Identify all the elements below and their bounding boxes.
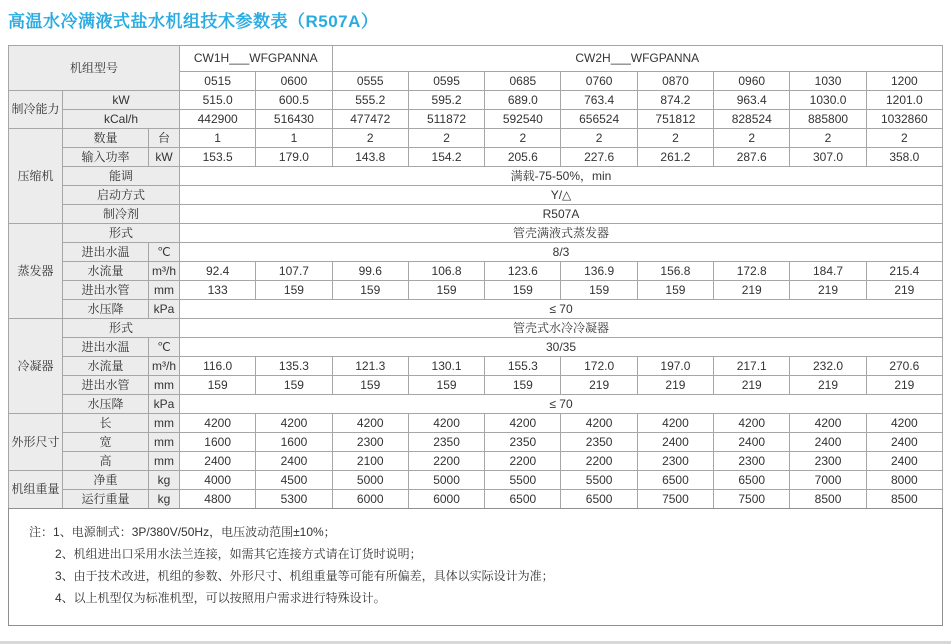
table-row bbox=[9, 243, 943, 262]
value-cell: 106.8 bbox=[408, 262, 484, 281]
value-cell: 2200 bbox=[485, 452, 561, 471]
unit-cell: 台 bbox=[149, 129, 180, 148]
value-cell: 307.0 bbox=[790, 148, 866, 167]
value-cell: 4200 bbox=[637, 414, 713, 433]
value-cell: 8500 bbox=[866, 490, 942, 509]
param-label-cell: kCal/h bbox=[63, 110, 180, 129]
merged-value-cell: ≤ 70 bbox=[180, 395, 943, 414]
table-row bbox=[9, 262, 943, 281]
merged-value-cell: ≤ 70 bbox=[180, 300, 943, 319]
value-cell: 2400 bbox=[866, 433, 942, 452]
merged-value-cell: Y/△ bbox=[180, 186, 943, 205]
value-cell: 511872 bbox=[408, 110, 484, 129]
merged-value-cell: 管壳式水冷冷凝器 bbox=[180, 319, 943, 338]
value-cell: 197.0 bbox=[637, 357, 713, 376]
value-cell: 6500 bbox=[485, 490, 561, 509]
param-label-cell: 运行重量 bbox=[63, 490, 149, 509]
value-cell: 179.0 bbox=[256, 148, 332, 167]
param-label-cell: 长 bbox=[63, 414, 149, 433]
value-cell: 217.1 bbox=[714, 357, 790, 376]
value-cell: 4500 bbox=[256, 471, 332, 490]
param-label-cell: 形式 bbox=[63, 319, 180, 338]
value-cell: 227.6 bbox=[561, 148, 637, 167]
value-cell: 219 bbox=[790, 376, 866, 395]
value-cell: 2400 bbox=[256, 452, 332, 471]
value-cell: 2 bbox=[332, 129, 408, 148]
value-cell: 159 bbox=[637, 281, 713, 300]
param-label-cell: 数量 bbox=[63, 129, 149, 148]
value-cell: 885800 bbox=[790, 110, 866, 129]
value-cell: 99.6 bbox=[332, 262, 408, 281]
unit-cell: mm bbox=[149, 433, 180, 452]
unit-cell: ℃ bbox=[149, 338, 180, 357]
value-cell: 159 bbox=[256, 376, 332, 395]
table-row bbox=[9, 91, 943, 110]
value-cell: 2300 bbox=[790, 452, 866, 471]
param-label-cell: 进出水管 bbox=[63, 376, 149, 395]
value-cell: 130.1 bbox=[408, 357, 484, 376]
value-cell: 219 bbox=[561, 376, 637, 395]
value-cell: 2200 bbox=[408, 452, 484, 471]
param-label-cell: 水流量 bbox=[63, 262, 149, 281]
note-item: 2、机组进出口采用水法兰连接，如需其它连接方式请在订货时说明； bbox=[55, 547, 422, 561]
value-cell: 159 bbox=[561, 281, 637, 300]
group-label-cell: 外形尺寸 bbox=[9, 414, 63, 471]
value-cell: 828524 bbox=[714, 110, 790, 129]
value-cell: 592540 bbox=[485, 110, 561, 129]
value-cell: 4200 bbox=[180, 414, 256, 433]
value-cell: 4200 bbox=[561, 414, 637, 433]
value-cell: 107.7 bbox=[256, 262, 332, 281]
value-cell: 4200 bbox=[408, 414, 484, 433]
notes bbox=[8, 508, 943, 626]
value-cell: 7500 bbox=[714, 490, 790, 509]
param-label-cell: kW bbox=[63, 91, 180, 110]
value-cell: 159 bbox=[332, 281, 408, 300]
spec-table-body bbox=[9, 91, 943, 509]
value-cell: 92.4 bbox=[180, 262, 256, 281]
value-cell: 6500 bbox=[714, 471, 790, 490]
param-label-cell: 水流量 bbox=[63, 357, 149, 376]
value-cell: 555.2 bbox=[332, 91, 408, 110]
value-cell: 4800 bbox=[180, 490, 256, 509]
value-cell: 2 bbox=[485, 129, 561, 148]
model-number-cell: 0600 bbox=[256, 72, 332, 91]
note-item: 3、由于技术改进，机组的参数、外形尺寸、机组重量等可能有所偏差，具体以实际设计为准； bbox=[55, 569, 554, 583]
value-cell: 2100 bbox=[332, 452, 408, 471]
value-cell: 155.3 bbox=[485, 357, 561, 376]
value-cell: 963.4 bbox=[714, 91, 790, 110]
value-cell: 6000 bbox=[408, 490, 484, 509]
value-cell: 136.9 bbox=[561, 262, 637, 281]
value-cell: 172.0 bbox=[561, 357, 637, 376]
value-cell: 172.8 bbox=[714, 262, 790, 281]
table-row bbox=[9, 319, 943, 338]
value-cell: 6000 bbox=[332, 490, 408, 509]
spec-table-head bbox=[9, 46, 943, 91]
value-cell: 1032860 bbox=[866, 110, 942, 129]
param-label-cell: 进出水温 bbox=[63, 338, 149, 357]
unit-cell: mm bbox=[149, 281, 180, 300]
value-cell: 2 bbox=[790, 129, 866, 148]
value-cell: 6500 bbox=[561, 490, 637, 509]
table-row bbox=[9, 471, 943, 490]
value-cell: 600.5 bbox=[256, 91, 332, 110]
value-cell: 515.0 bbox=[180, 91, 256, 110]
value-cell: 156.8 bbox=[637, 262, 713, 281]
value-cell: 5000 bbox=[408, 471, 484, 490]
unit-cell: mm bbox=[149, 376, 180, 395]
group-label-cell: 制冷能力 bbox=[9, 91, 63, 129]
value-cell: 689.0 bbox=[485, 91, 561, 110]
table-row bbox=[9, 300, 943, 319]
value-cell: 1600 bbox=[256, 433, 332, 452]
group-label-cell: 机组重量 bbox=[9, 471, 63, 509]
value-cell: 159 bbox=[180, 376, 256, 395]
value-cell: 219 bbox=[637, 376, 713, 395]
value-cell: 2400 bbox=[714, 433, 790, 452]
param-label-cell: 进出水温 bbox=[63, 243, 149, 262]
value-cell: 7000 bbox=[790, 471, 866, 490]
value-cell: 8000 bbox=[866, 471, 942, 490]
value-cell: 7500 bbox=[637, 490, 713, 509]
model-number-cell: 0960 bbox=[714, 72, 790, 91]
unit-cell: kW bbox=[149, 148, 180, 167]
table-row bbox=[9, 414, 943, 433]
value-cell: 5500 bbox=[561, 471, 637, 490]
series-header-cell: CW1H___WFGPANNA bbox=[180, 46, 333, 72]
param-label-cell: 高 bbox=[63, 452, 149, 471]
value-cell: 2 bbox=[561, 129, 637, 148]
unit-cell: m³/h bbox=[149, 357, 180, 376]
value-cell: 477472 bbox=[332, 110, 408, 129]
param-label-cell: 启动方式 bbox=[63, 186, 180, 205]
unit-cell: kg bbox=[149, 471, 180, 490]
model-number-cell: 1200 bbox=[866, 72, 942, 91]
value-cell: 2300 bbox=[637, 452, 713, 471]
table-row bbox=[9, 433, 943, 452]
value-cell: 4200 bbox=[485, 414, 561, 433]
value-cell: 1 bbox=[256, 129, 332, 148]
note-line bbox=[29, 543, 932, 565]
value-cell: 143.8 bbox=[332, 148, 408, 167]
param-label-cell: 水压降 bbox=[63, 300, 149, 319]
value-cell: 2300 bbox=[332, 433, 408, 452]
value-cell: 153.5 bbox=[180, 148, 256, 167]
series-header-cell: CW2H___WFGPANNA bbox=[332, 46, 942, 72]
value-cell: 205.6 bbox=[485, 148, 561, 167]
table-row bbox=[9, 224, 943, 243]
table-row bbox=[9, 338, 943, 357]
table-row bbox=[9, 395, 943, 414]
value-cell: 135.3 bbox=[256, 357, 332, 376]
model-number-cell: 0515 bbox=[180, 72, 256, 91]
param-label-cell: 净重 bbox=[63, 471, 149, 490]
value-cell: 2 bbox=[866, 129, 942, 148]
unit-cell: mm bbox=[149, 452, 180, 471]
table-row bbox=[9, 357, 943, 376]
value-cell: 2400 bbox=[637, 433, 713, 452]
value-cell: 358.0 bbox=[866, 148, 942, 167]
table-row bbox=[9, 129, 943, 148]
value-cell: 219 bbox=[714, 281, 790, 300]
value-cell: 159 bbox=[332, 376, 408, 395]
page-title: 高温水冷满液式盐水机组技术参数表（R507A） bbox=[8, 12, 379, 31]
value-cell: 2 bbox=[714, 129, 790, 148]
value-cell: 4200 bbox=[790, 414, 866, 433]
note-line bbox=[29, 521, 932, 543]
value-cell: 219 bbox=[790, 281, 866, 300]
value-cell: 270.6 bbox=[866, 357, 942, 376]
table-row bbox=[9, 110, 943, 129]
merged-value-cell: 8/3 bbox=[180, 243, 943, 262]
value-cell: 159 bbox=[408, 376, 484, 395]
note-line bbox=[29, 565, 932, 587]
note-item: 1、电源制式：3P/380V/50Hz，电压波动范围±10%； bbox=[53, 525, 336, 539]
table-row bbox=[9, 205, 943, 224]
value-cell: 261.2 bbox=[637, 148, 713, 167]
value-cell: 4200 bbox=[332, 414, 408, 433]
spec-table bbox=[8, 45, 943, 509]
value-cell: 2350 bbox=[408, 433, 484, 452]
merged-value-cell: 30/35 bbox=[180, 338, 943, 357]
value-cell: 2400 bbox=[866, 452, 942, 471]
value-cell: 763.4 bbox=[561, 91, 637, 110]
model-number-cell: 0595 bbox=[408, 72, 484, 91]
value-cell: 159 bbox=[408, 281, 484, 300]
value-cell: 2400 bbox=[180, 452, 256, 471]
merged-value-cell: R507A bbox=[180, 205, 943, 224]
model-number-cell: 0555 bbox=[332, 72, 408, 91]
value-cell: 6500 bbox=[637, 471, 713, 490]
table-row bbox=[9, 167, 943, 186]
value-cell: 1 bbox=[180, 129, 256, 148]
value-cell: 5300 bbox=[256, 490, 332, 509]
value-cell: 219 bbox=[866, 376, 942, 395]
value-cell: 5500 bbox=[485, 471, 561, 490]
table-row bbox=[9, 148, 943, 167]
table-row bbox=[9, 452, 943, 471]
param-label-cell: 水压降 bbox=[63, 395, 149, 414]
value-cell: 184.7 bbox=[790, 262, 866, 281]
value-cell: 2400 bbox=[790, 433, 866, 452]
value-cell: 159 bbox=[256, 281, 332, 300]
value-cell: 516430 bbox=[256, 110, 332, 129]
group-label-cell: 压缩机 bbox=[9, 129, 63, 224]
model-number-cell: 1030 bbox=[790, 72, 866, 91]
value-cell: 154.2 bbox=[408, 148, 484, 167]
group-label-cell: 蒸发器 bbox=[9, 224, 63, 319]
unit-cell: kPa bbox=[149, 300, 180, 319]
value-cell: 2350 bbox=[485, 433, 561, 452]
value-cell: 123.6 bbox=[485, 262, 561, 281]
value-cell: 133 bbox=[180, 281, 256, 300]
model-label-cell: 机组型号 bbox=[9, 46, 180, 91]
model-number-cell: 0870 bbox=[637, 72, 713, 91]
value-cell: 874.2 bbox=[637, 91, 713, 110]
model-number-cell: 0760 bbox=[561, 72, 637, 91]
value-cell: 121.3 bbox=[332, 357, 408, 376]
value-cell: 215.4 bbox=[866, 262, 942, 281]
value-cell: 4200 bbox=[256, 414, 332, 433]
value-cell: 1600 bbox=[180, 433, 256, 452]
value-cell: 159 bbox=[485, 376, 561, 395]
value-cell: 4200 bbox=[714, 414, 790, 433]
table-row bbox=[9, 376, 943, 395]
value-cell: 2350 bbox=[561, 433, 637, 452]
param-label-cell: 输入功率 bbox=[63, 148, 149, 167]
param-label-cell: 进出水管 bbox=[63, 281, 149, 300]
value-cell: 2300 bbox=[714, 452, 790, 471]
note-item: 4、以上机型仅为标准机型，可以按照用户需求进行特殊设计。 bbox=[55, 591, 386, 605]
value-cell: 232.0 bbox=[790, 357, 866, 376]
note-line bbox=[29, 587, 932, 609]
value-cell: 8500 bbox=[790, 490, 866, 509]
value-cell: 2 bbox=[637, 129, 713, 148]
value-cell: 656524 bbox=[561, 110, 637, 129]
value-cell: 116.0 bbox=[180, 357, 256, 376]
param-label-cell: 宽 bbox=[63, 433, 149, 452]
value-cell: 1030.0 bbox=[790, 91, 866, 110]
table-row bbox=[9, 281, 943, 300]
param-label-cell: 制冷剂 bbox=[63, 205, 180, 224]
param-label-cell: 能调 bbox=[63, 167, 180, 186]
unit-cell: kg bbox=[149, 490, 180, 509]
value-cell: 4200 bbox=[866, 414, 942, 433]
value-cell: 1201.0 bbox=[866, 91, 942, 110]
unit-cell: ℃ bbox=[149, 243, 180, 262]
unit-cell: kPa bbox=[149, 395, 180, 414]
value-cell: 595.2 bbox=[408, 91, 484, 110]
unit-cell: mm bbox=[149, 414, 180, 433]
value-cell: 5000 bbox=[332, 471, 408, 490]
value-cell: 2 bbox=[408, 129, 484, 148]
merged-value-cell: 满载-75-50%，min bbox=[180, 167, 943, 186]
value-cell: 4000 bbox=[180, 471, 256, 490]
value-cell: 2200 bbox=[561, 452, 637, 471]
value-cell: 287.6 bbox=[714, 148, 790, 167]
value-cell: 219 bbox=[714, 376, 790, 395]
merged-value-cell: 管壳满液式蒸发器 bbox=[180, 224, 943, 243]
value-cell: 219 bbox=[866, 281, 942, 300]
note-prefix: 注： bbox=[29, 525, 54, 539]
value-cell: 751812 bbox=[637, 110, 713, 129]
table-row bbox=[9, 186, 943, 205]
table-row bbox=[9, 490, 943, 509]
value-cell: 159 bbox=[485, 281, 561, 300]
param-label-cell: 形式 bbox=[63, 224, 180, 243]
model-number-cell: 0685 bbox=[485, 72, 561, 91]
value-cell: 442900 bbox=[180, 110, 256, 129]
group-label-cell: 冷凝器 bbox=[9, 319, 63, 414]
unit-cell: m³/h bbox=[149, 262, 180, 281]
